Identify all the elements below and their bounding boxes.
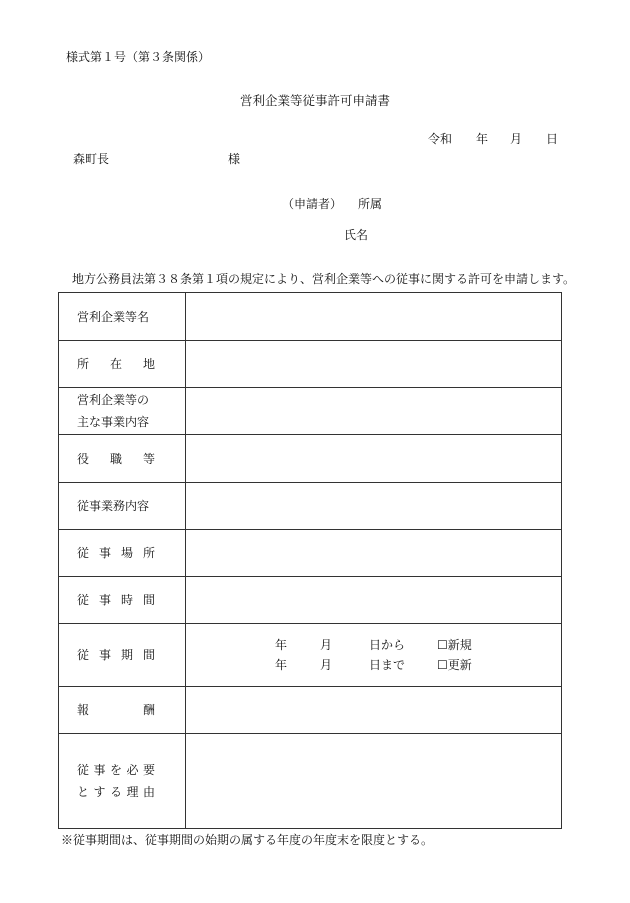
business-content-label xyxy=(59,388,186,435)
work-place-label: 従 事 場 所 xyxy=(59,530,186,577)
addressee-honorific: 様 xyxy=(228,152,241,166)
period-end-month: 月 xyxy=(320,658,333,672)
period-start-year: 年 xyxy=(275,638,288,652)
table-row xyxy=(59,577,562,624)
business-label-line2: 主な事業内容 xyxy=(77,415,150,429)
reason-label-line1: 従事を必要 xyxy=(77,763,155,777)
duties-field[interactable] xyxy=(186,483,562,530)
table-row xyxy=(59,687,562,734)
applicant-name-label: 氏名 xyxy=(344,228,369,242)
reason-label-line2: とする理由 xyxy=(77,785,155,799)
location-label: 所 在 地 xyxy=(59,341,186,388)
application-table xyxy=(58,292,562,829)
work-period-label: 従 事 期 間 xyxy=(59,624,186,687)
affiliation-label: 所属 xyxy=(358,197,383,211)
remuneration-label: 報 酬 xyxy=(59,687,186,734)
date-year: 年 xyxy=(476,132,489,146)
table-row xyxy=(59,624,562,687)
table-row xyxy=(59,341,562,388)
duties-label: 従事業務内容 xyxy=(59,483,186,530)
renewal-checkbox[interactable]: ☐更新 xyxy=(437,658,472,672)
period-start-line xyxy=(275,635,561,655)
work-place-field[interactable] xyxy=(186,530,562,577)
table-row xyxy=(59,734,562,829)
application-statement: 地方公務員法第３８条第１項の規定により、営利企業等への従事に関する許可を申請します。 xyxy=(72,272,576,286)
work-hours-label: 従 事 時 間 xyxy=(59,577,186,624)
work-period-field[interactable] xyxy=(186,624,562,687)
business-content-field[interactable] xyxy=(186,388,562,435)
reason-field[interactable] xyxy=(186,734,562,829)
work-hours-field[interactable] xyxy=(186,577,562,624)
date-month: 月 xyxy=(510,132,523,146)
remuneration-field[interactable] xyxy=(186,687,562,734)
position-field[interactable] xyxy=(186,435,562,483)
table-row xyxy=(59,530,562,577)
position-label: 役 職 等 xyxy=(59,435,186,483)
footnote: ※従事期間は、従事期間の始期の属する年度の年度末を限度とする。 xyxy=(61,833,434,847)
table-row xyxy=(59,388,562,435)
table-row xyxy=(59,483,562,530)
applicant-line xyxy=(282,195,382,212)
period-start-month: 月 xyxy=(320,638,333,652)
applicant-label: （申請者） xyxy=(282,197,343,211)
new-checkbox[interactable]: ☐新規 xyxy=(437,638,472,652)
document-title: 営利企業等従事許可申請書 xyxy=(239,93,390,108)
company-name-label: 営利企業等名 xyxy=(59,293,186,341)
period-start-day: 日から xyxy=(369,638,406,652)
table-row xyxy=(59,435,562,483)
reason-label xyxy=(59,734,186,829)
location-field[interactable] xyxy=(186,341,562,388)
form-number-label: 様式第１号（第３条関係） xyxy=(66,50,211,64)
date-line xyxy=(428,130,558,147)
date-day: 日 xyxy=(546,132,559,146)
period-end-line xyxy=(275,655,561,675)
company-name-field[interactable] xyxy=(186,293,562,341)
date-era: 令和 xyxy=(428,132,453,146)
table-row xyxy=(59,293,562,341)
addressee-line xyxy=(73,150,241,167)
addressee-name: 森町長 xyxy=(73,152,110,166)
period-end-year: 年 xyxy=(275,658,288,672)
period-end-day: 日まで xyxy=(369,658,406,672)
business-label-line1: 営利企業等の xyxy=(77,393,150,407)
